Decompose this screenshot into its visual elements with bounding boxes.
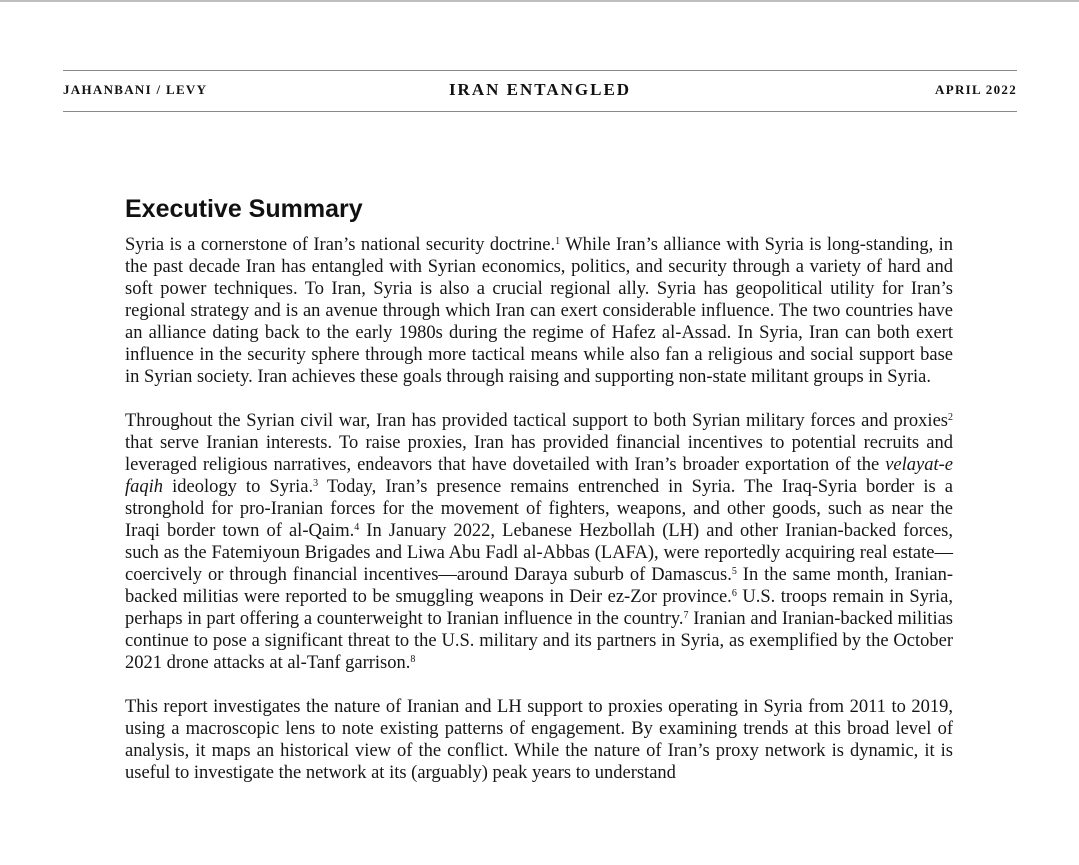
footnote-ref-3[interactable]: 3 [313,478,319,489]
footnote-ref-2[interactable]: 2 [948,412,953,423]
top-edge-rule [0,0,1079,2]
footnote-ref-7[interactable]: 7 [683,610,689,621]
footnote-ref-4[interactable]: 4 [354,522,360,533]
paragraph-text: U.S. troops remain in Syria, perhaps in part offering a counterweight to Iranian influence in the country. [125,587,953,629]
paragraph-text: ideology to Syria. [163,477,314,497]
paragraph-text: Syria is a cornerstone of Iran’s national security doctrine. [125,235,556,255]
paragraph-text: Today, Iran’s presence remains entrenched in Syria. The Iraq-Syria border is a stronghold for pro-Iranian forces for the movement of fighters, weapons, and other goods, such as near the Iraqi border town of al-Qaim. [125,477,953,541]
page-content [125,192,953,806]
footnote-ref-1[interactable]: 1 [555,236,561,247]
paragraph-2 [125,410,953,674]
section-title: Executive Summary [125,195,363,223]
italic-term: velayat-e faqih [125,455,953,497]
paragraph-text: This report investigates the nature of Iranian and LH support to proxies operating in Syria from 2011 to 2019, using a macroscopic lens to note existing patterns of engagement. By examining trends at this broad level of analysis, it maps an historical view of the conflict. While the nature of Iran’s proxy network is dynamic, it is useful to investigate the network at its (arguably) peak years to understand [125,697,953,783]
header-date: APRIL 2022 [935,82,1017,97]
footnote-ref-8[interactable]: 8 [410,654,416,665]
paragraph-text: that serve Iranian interests. To raise proxies, Iran has provided financial incentives to potential recruits and leveraged religious narratives, endeavors that have dovetailed with Iran’s broader exportation of the [125,433,953,475]
paragraph-text: Throughout the Syrian civil war, Iran has provided tactical support to both Syrian military forces and proxies [125,411,948,431]
paragraph-text: In January 2022, Lebanese Hezbollah (LH) and other Iranian-backed forces, such as the Fatemiyoun Brigades and Liwa Abu Fadl al-Abbas (LAFA), were reportedly acquiring real estate—coercively or through financial incentives—around Daraya suburb of Damascus. [125,521,953,585]
header-authors: JAHANBANI / LEVY [63,82,208,97]
footnote-ref-5[interactable]: 5 [731,566,737,577]
paragraph-text: In the same month, Iranian-backed militias were reported to be smuggling weapons in Deir ez-Zor province. [125,565,953,607]
header-title: IRAN ENTANGLED [448,80,632,99]
paragraph-1 [125,234,953,388]
paragraph-3 [125,696,953,784]
footnote-ref-6[interactable]: 6 [731,588,737,599]
paragraph-text: While Iran’s alliance with Syria is long-standing, in the past decade Iran has entangled with Syrian economics, politics, and security through a variety of hard and soft power techniques. To Iran, Syria is also a crucial regional ally. Syria has geopolitical utility for Iran’s regional strategy and is an avenue through which Iran can exert considerable influence. The two countries have an alliance dating back to the early 1980s during the regime of Hafez al-Assad. In Syria, Iran can both exert influence in the security sphere through more tactical means while also fan a religious and social support base in Syrian society. Iran achieves these goals through raising and supporting non-state militant groups in Syria. [125,235,953,387]
paragraph-text: Iranian and Iranian-backed militias continue to pose a significant threat to the U.S. military and its partners in Syria, as exemplified by the October 2021 drone attacks at al-Tanf garrison. [125,609,953,673]
running-header [63,70,1017,112]
